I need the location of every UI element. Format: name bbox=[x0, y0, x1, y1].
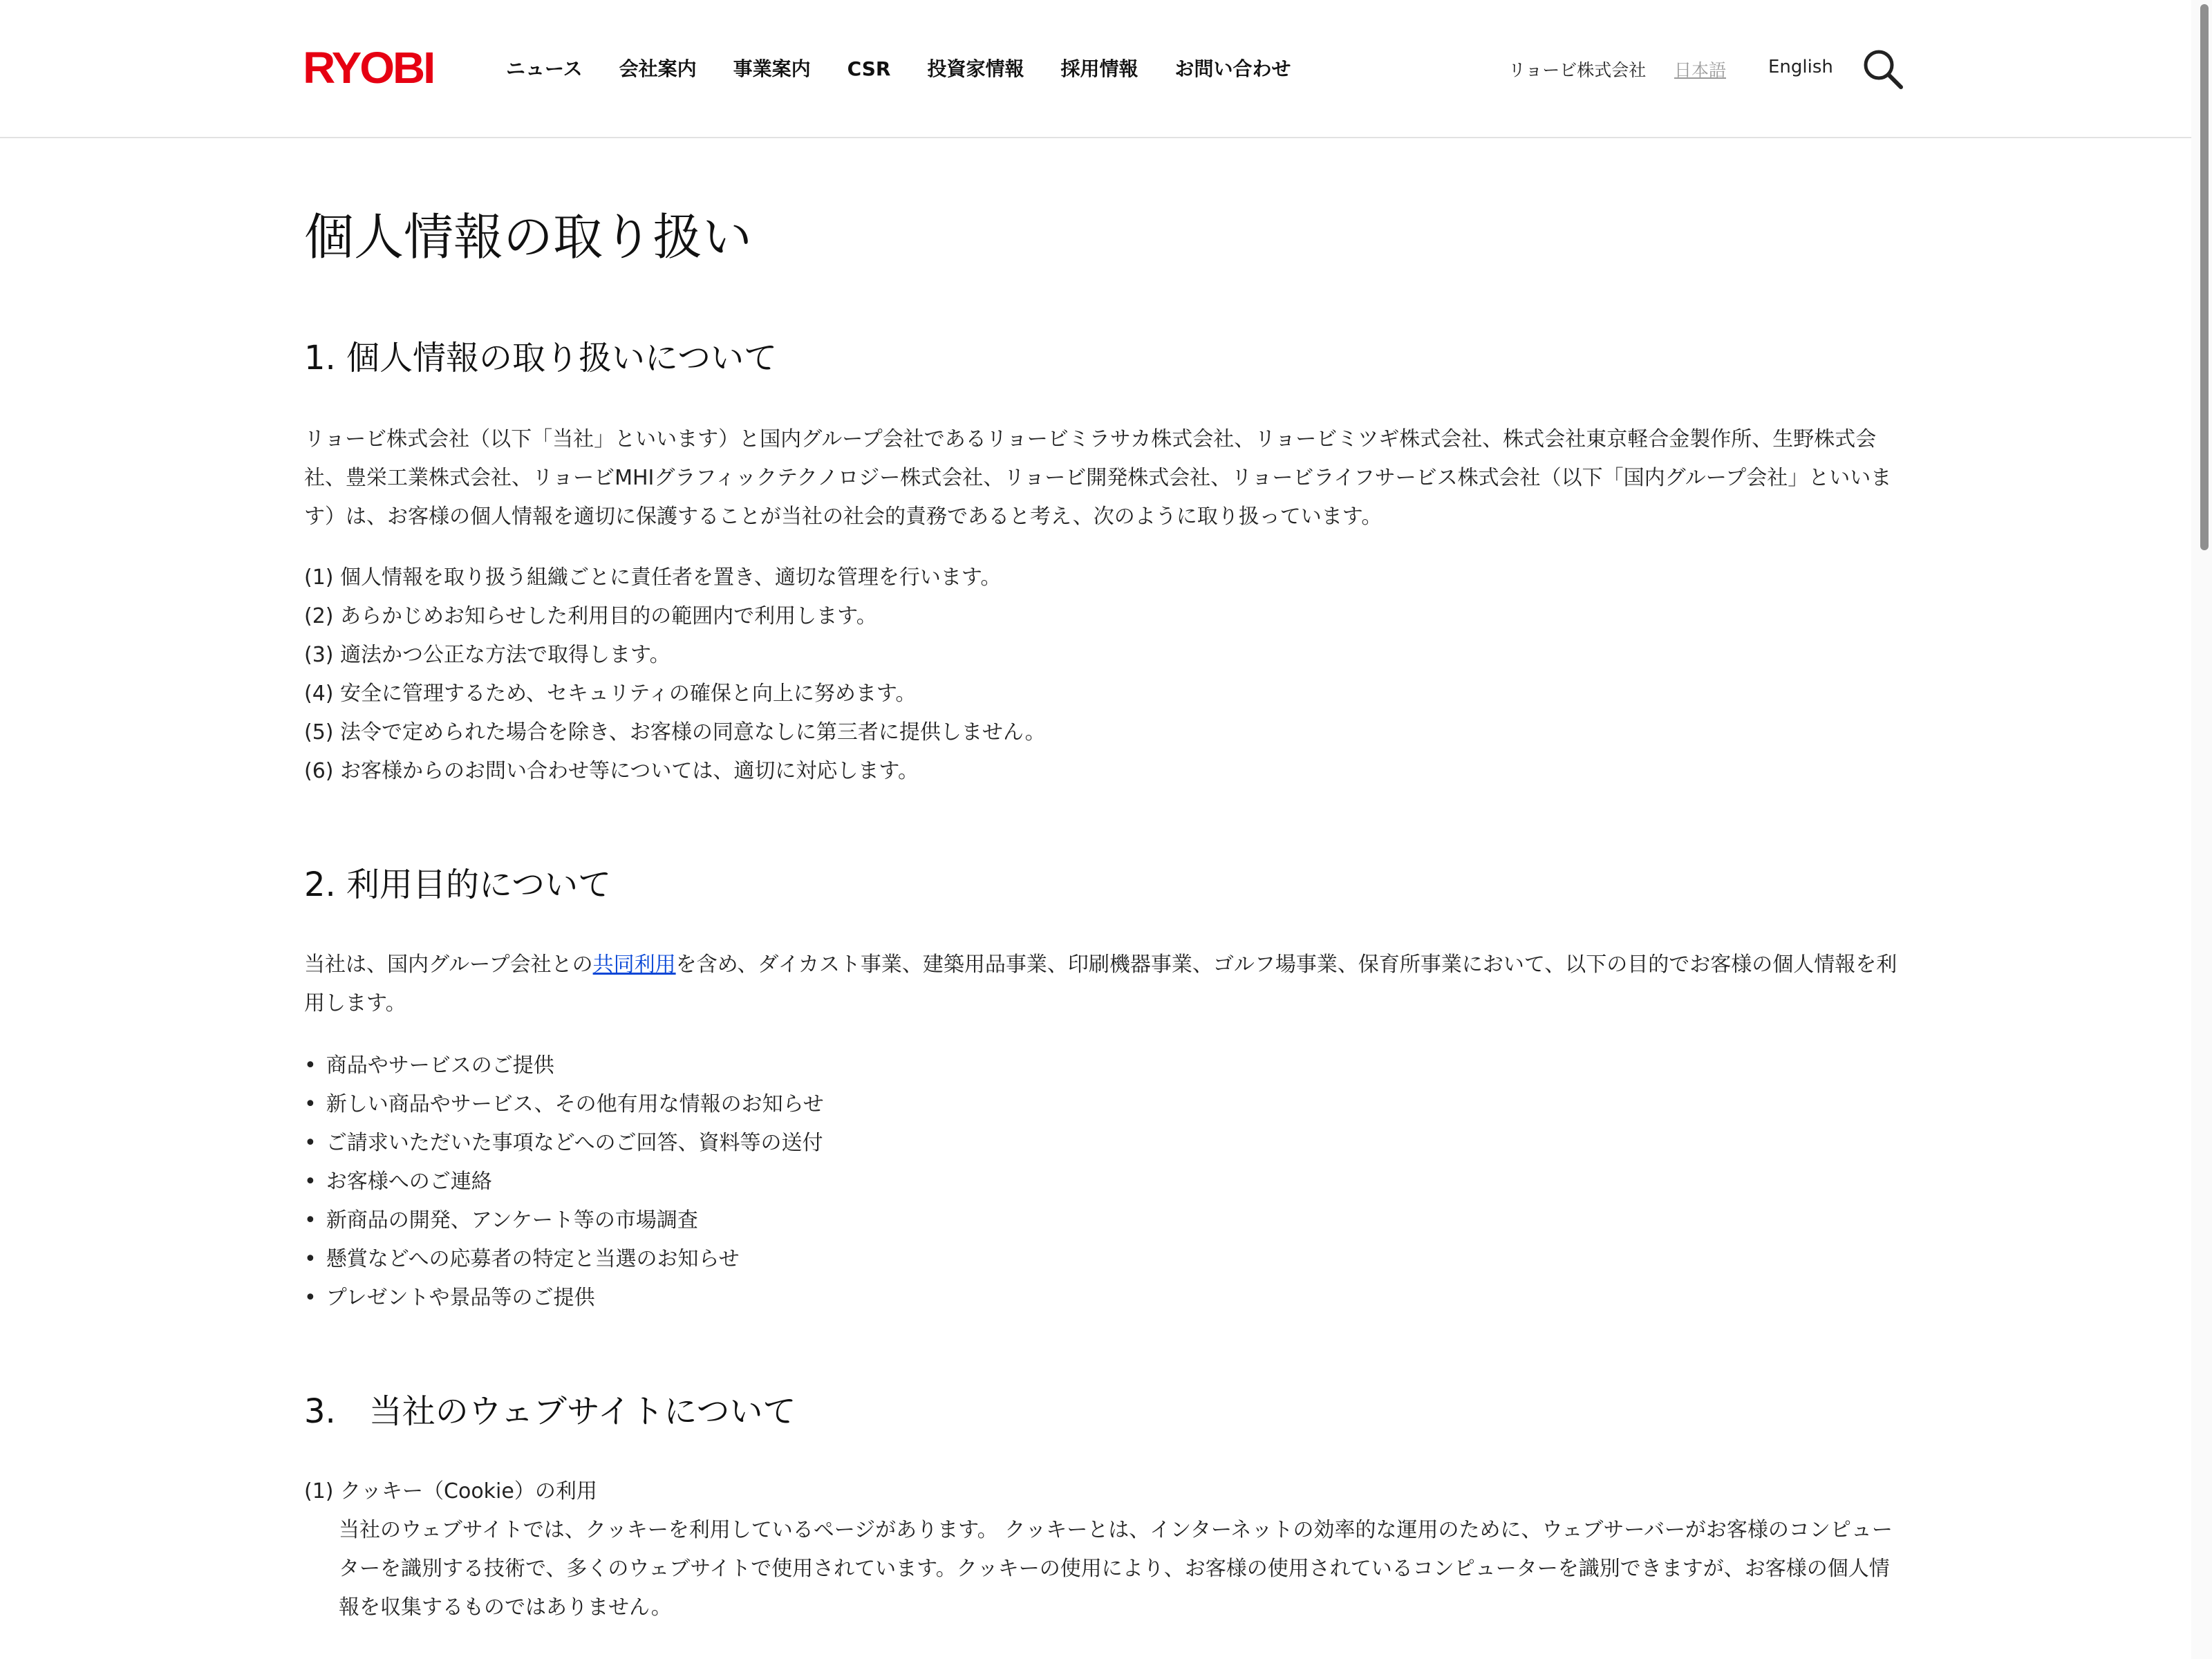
list-item: • 新しい商品やサービス、その他有用な情報のお知らせ bbox=[304, 1085, 824, 1124]
list-item: • 新商品の開発、アンケート等の市場調査 bbox=[304, 1201, 824, 1240]
nav-contact[interactable]: お問い合わせ bbox=[1174, 57, 1291, 80]
joint-use-link[interactable]: 共同利用 bbox=[592, 953, 676, 977]
list-item: • 懸賞などへの応募者の特定と当選のお知らせ bbox=[304, 1240, 824, 1279]
lang-en-link[interactable]: English bbox=[1768, 57, 1833, 77]
company-link[interactable]: リョービ株式会社 bbox=[1508, 60, 1647, 80]
nav-company[interactable]: 会社案内 bbox=[619, 57, 697, 80]
list-item: (5) 法令で定められた場合を除き、お客様の同意なしに第三者に提供しません。 bbox=[304, 720, 1046, 744]
page-title: 個人情報の取り扱い bbox=[304, 208, 753, 266]
nav-business[interactable]: 事業案内 bbox=[733, 57, 811, 80]
lang-ja-link[interactable]: 日本語 bbox=[1674, 60, 1727, 80]
section2-intro-after: を含め、ダイカスト事業、建築用品事業、印刷機器事業、ゴルフ場事業、保育所事業において、以下の目的でお客様の個人情報を利用します。 bbox=[304, 953, 1897, 1015]
list-item: (6) お客様からのお問い合わせ等については、適切に対応します。 bbox=[304, 759, 919, 783]
nav-investors[interactable]: 投資家情報 bbox=[927, 57, 1024, 80]
list-item: (4) 安全に管理するため、セキュリティの確保と向上に努めます。 bbox=[304, 682, 917, 706]
cookie-subtitle: (1) クッキー（Cookie）の利用 bbox=[304, 1479, 597, 1503]
ryobi-logo[interactable]: RYOBI bbox=[303, 43, 434, 93]
section3-heading: 3. 当社のウェブサイトについて bbox=[304, 1392, 796, 1431]
nav-recruit[interactable]: 採用情報 bbox=[1060, 57, 1138, 80]
section1-heading: 1. 個人情報の取り扱いについて bbox=[304, 339, 778, 377]
list-item: (3) 適法かつ公正な方法で取得します。 bbox=[304, 643, 671, 667]
section2-bullets bbox=[304, 1047, 824, 1318]
global-nav bbox=[506, 55, 1327, 83]
utility-links bbox=[1508, 54, 2200, 84]
scrollbar-thumb[interactable] bbox=[2200, 4, 2209, 550]
list-item: (2) あらかじめお知らせした利用目的の範囲内で利用します。 bbox=[304, 604, 877, 628]
cookie-text: 当社のウェブサイトでは、クッキーを利用しているページがあります。 クッキーとは、インターネットの効率的な運用のために、ウェブサーバーがお客様のコンピューターを識別する技術で、多くのウェブサイトで使用されています。クッキーの使用により、お客様の使用されているコンピューターを識別できますが、お客様の個人情報を収集するものではありません。 bbox=[339, 1518, 1893, 1620]
list-item: • ご請求いただいた事項などへのご回答、資料等の送付 bbox=[304, 1124, 824, 1163]
scrollbar[interactable] bbox=[2191, 0, 2212, 1659]
list-item: • お客様へのご連絡 bbox=[304, 1163, 824, 1201]
nav-news[interactable]: ニュース bbox=[506, 57, 583, 80]
list-item: (1) 個人情報を取り扱う組織ごとに責任者を置き、適切な管理を行います。 bbox=[304, 565, 1002, 590]
section1-list bbox=[304, 559, 1046, 791]
search-icon[interactable] bbox=[1862, 48, 1904, 90]
section2-heading: 2. 利用目的について bbox=[304, 865, 612, 904]
nav-csr[interactable]: CSR bbox=[847, 57, 891, 80]
section2-intro-before: 当社は、国内グループ会社との bbox=[304, 953, 593, 977]
section1-intro: リョービ株式会社（以下「当社」といいます）と国内グループ会社であるリョービミラサカ株式会社、リョービミツギ株式会社、株式会社東京軽合金製作所、生野株式会社、豊栄工業株式会社、リョービMHIグラフィックテクノロジー株式会社、リョービ開発株式会社、リョービライフサービス株式会社（以下「国内グループ会社」といいます）は、お客様の個人情報を適切に保護することが当社の社会的責務であると考え、次のように取り扱っています。 bbox=[304, 427, 1892, 529]
list-item: • プレゼントや景品等のご提供 bbox=[304, 1279, 824, 1318]
section2-intro bbox=[304, 946, 1908, 1023]
site-header bbox=[0, 0, 2191, 138]
list-item: • 商品やサービスのご提供 bbox=[304, 1047, 824, 1085]
